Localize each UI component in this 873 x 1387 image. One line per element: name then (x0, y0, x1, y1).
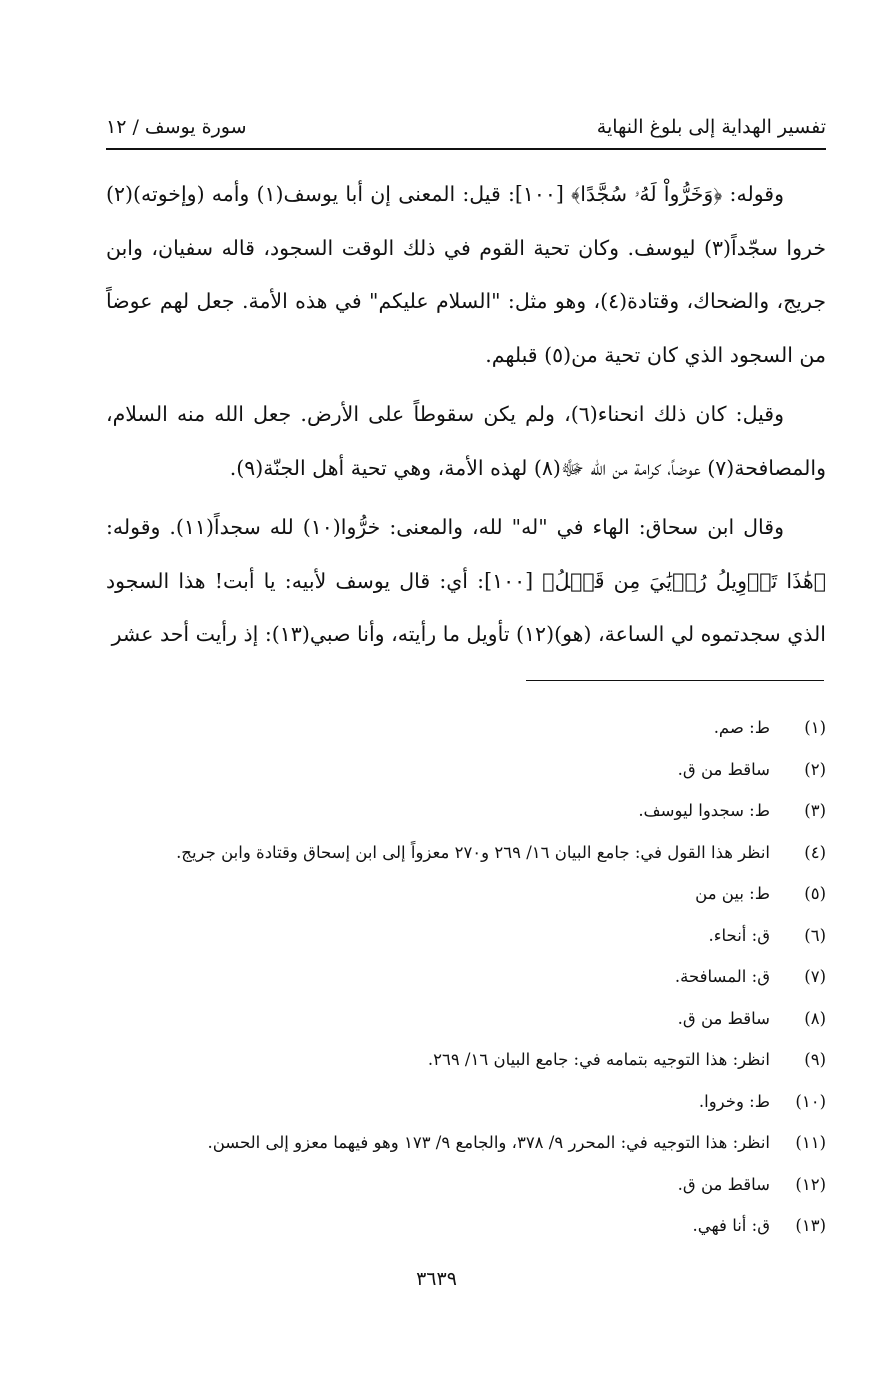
footnote-item (106, 956, 826, 998)
paragraph: وقوله: ﴿وَخَرُّواْ لَهُۥ سُجَّدًا﴾ [١٠٠]: قيل: المعنى إن أبا يوسف(١) وأمه (وإخوته)(٢) خروا سجّداً(٣) ليوسف. وكان تحية القوم في ذلك الوقت السجود، قاله سفيان، وابن جريج، والضحاك، وقتادة(٤)، وهو مثل: "السلام عليكم" في هذه الأمة. جعل لهم عوضاً من السجود الذي كان تحية من(٥) قبلهم. (106, 182, 826, 367)
footnote-number: (٧) (804, 967, 826, 986)
footnote-item (106, 873, 826, 915)
footnote-number: (٤) (804, 842, 826, 862)
footnote-item (106, 998, 826, 1040)
footnote-text: ط: صم. (713, 718, 770, 737)
footnote-number: (١) (804, 718, 826, 737)
footnote-divider (526, 680, 824, 681)
footnote-text: انظر: هذا التوجيه بتمامه في: جامع البيان ١٦/ ٢٦٩. (427, 1050, 770, 1069)
footnote-number: (٦) (804, 925, 826, 945)
paragraph: وقال ابن سحاق: الهاء في "له" لله، والمعنى: خرُّوا(١٠) لله سجداً(١١). وقوله: ﴿هَٰذَا تَأۡوِيلُ رُءۡيَٰيَ مِن قَبۡلُ﴾ [١٠٠]: أي: قال يوسف لأبيه: يا أبت! هذا السجود الذي سجدتموه لي الساعة، (هو)(١٢) تأويل ما رأيته، وأنا صبي(١٣): إذ رأيت أحد عشر (106, 515, 826, 646)
footnote-number: (١٣) (795, 1216, 826, 1235)
header-divider (106, 148, 826, 150)
footnote-number: (١١) (795, 1133, 826, 1152)
footnote-item (106, 749, 826, 791)
footnote-number: (٣) (804, 801, 826, 820)
footnote-text: ساقط من ق. (677, 759, 770, 779)
footnote-text: ق: المسافحة. (674, 967, 770, 986)
footnote-number: (١٢) (795, 1174, 826, 1194)
footnote-item (106, 1164, 826, 1206)
footnote-text: ط: وخروا. (698, 1091, 770, 1111)
footnote-number: (١٠) (795, 1091, 826, 1111)
footnote-text: ساقط من ق. (677, 1174, 770, 1194)
footnote-text: ساقط من ق. (677, 1008, 770, 1028)
footnotes-list (106, 707, 826, 1247)
page-number: ٣٦٣٩ (416, 1268, 457, 1290)
footnote-text: انظر: هذا التوجيه في: المحرر ٩/ ٣٧٨، والجامع ٩/ ١٧٣ وهو فيهما معزو إلى الحسن. (207, 1133, 770, 1152)
footnote-number: (٢) (804, 759, 826, 779)
footnote-item (106, 915, 826, 957)
surah-label: سورة يوسف / ١٢ (106, 116, 247, 138)
footnote-item (106, 832, 826, 874)
footnote-item (106, 1205, 826, 1247)
footnote-item (106, 707, 826, 749)
footnote-number: (٥) (804, 884, 826, 903)
main-text (106, 168, 826, 668)
footnote-item (106, 1039, 826, 1081)
footnote-text: ق: أنا فهي. (692, 1216, 770, 1235)
paragraph: وقيل: كان ذلك انحناء(٦)، ولم يكن سقوطاً على الأرض. جعل الله منه السلام، والمصافحة(٧) عوضاً، كرامة من الله ﷻ(٨) لهذه الأمة، وهي تحية أهل الجنّة(٩). (106, 402, 826, 480)
footnote-number: (٨) (804, 1008, 826, 1028)
footnote-text: ط: سجدوا ليوسف. (638, 801, 770, 820)
footnote-number: (٩) (804, 1050, 826, 1069)
footnote-item (106, 1081, 826, 1123)
book-title: تفسير الهداية إلى بلوغ النهاية (596, 116, 826, 138)
running-header (106, 110, 826, 146)
footnote-text: ط: بين من (695, 884, 770, 903)
footnote-item (106, 1122, 826, 1164)
footnote-text: ق: أنحاء. (708, 925, 770, 945)
footnote-item (106, 790, 826, 832)
footnote-text: انظر هذا القول في: جامع البيان ١٦/ ٢٦٩ و٢٧٠ معزواً إلى ابن إسحاق وقتادة وابن جريج. (176, 842, 770, 862)
